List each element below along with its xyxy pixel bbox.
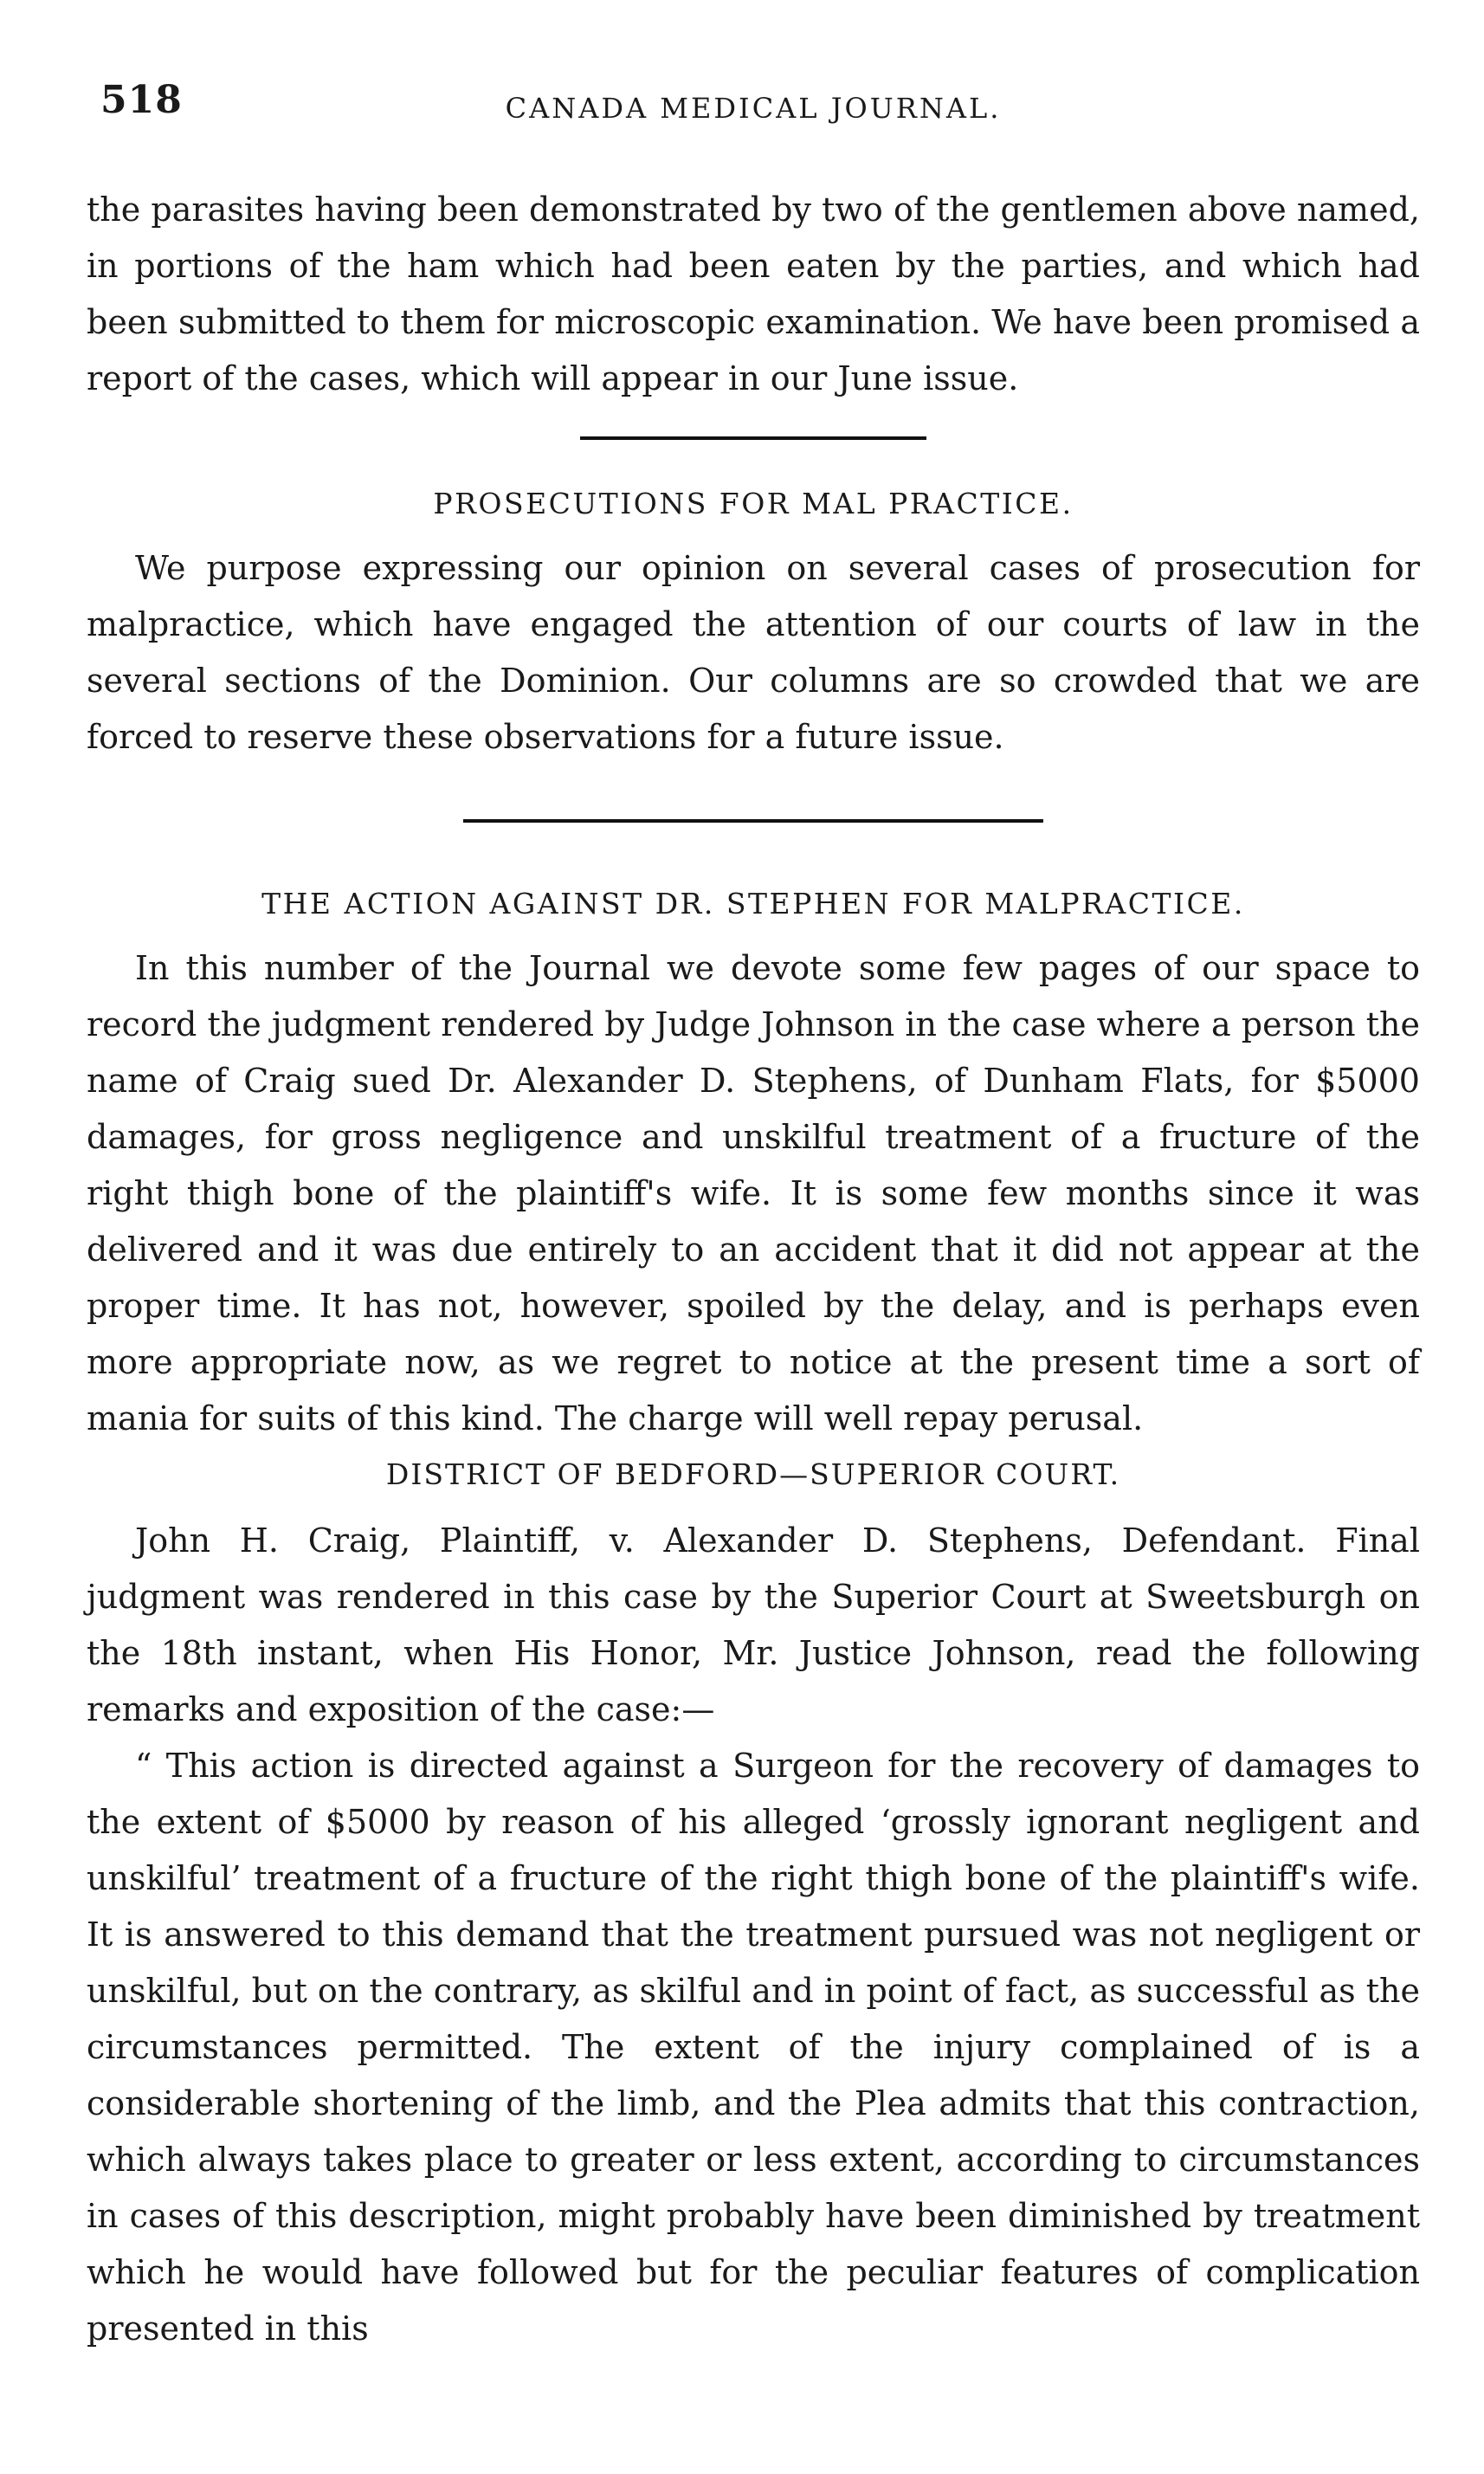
intro-paragraph: the parasites having been demonstrated by two of the gentlemen above named, in portions of the ham which had been eaten by the parties, and which had been submitted to them for microscopic examination. We have been promised a report of the cases, which will appear in our June issue.: [87, 191, 1420, 397]
court-heading: DISTRICT OF BEDFORD—SUPERIOR COURT.: [385, 1457, 1121, 1491]
journal-page: [87, 78, 1420, 2357]
page-number: 518: [100, 78, 183, 122]
section-divider: [463, 819, 1043, 823]
journal-title: CANADA MEDICAL JOURNAL.: [505, 92, 1002, 125]
quote-paragraph: “ This action is directed against a Surgeon for the recovery of damages to the extent of $5000 by reason of his alleged ‘grossly ignorant negligent and unskilful’ treatment of a fructure of the right thigh bone of the plaintiff's wife. It is answered to this demand that the treatment pursued was not negligent or unskilful, but on the contrary, as skilful and in point of fact, as successful as the circumstances permitted. The extent of the injury complained of is a considerable shortening of the limb, and the Plea admits that this contraction, which always takes place to greater or less extent, according to circumstances in cases of this description, might probably have been diminished by treatment which he would have followed but for the peculiar features of complication presented in this: [87, 1747, 1420, 2348]
prosecutions-heading: PROSECUTIONS FOR MAL PRACTICE.: [433, 487, 1074, 520]
craig-paragraph: John H. Craig, Plaintiff, v. Alexander D. Stephens, Defendant. Final judgment was rendered in this case by the Superior Court at Sweetsburgh on the 18th instant, when His Honor, Mr. Justice Johnson, read the following remarks and exposition of the case:—: [87, 1521, 1420, 1728]
prosecutions-paragraph: We purpose expressing our opinion on several cases of prosecution for malpractice, which have engaged the attention of our courts of law in the several sections of the Dominion. Our columns are so crowded that we are forced to reserve these observations for a future issue.: [87, 549, 1420, 756]
running-head: [87, 78, 1420, 139]
section-divider: [580, 436, 926, 440]
action-paragraph: In this number of the Journal we devote some few pages of our space to record the judgment rendered by Judge Johnson in the case where a person the name of Craig sued Dr. Alexander D. Stephens, of Dunham Flats, for $5000 damages, for gross negligence and unskilful treatment of a fructure of the right thigh bone of the plaintiff's wife. It is some few months since it was delivered and it was due entirely to an accident that it did not appear at the proper time. It has not, however, spoiled by the delay, and is perhaps even more appropriate now, as we regret to notice at the present time a sort of mania for suits of this kind. The charge will well repay perusal.: [87, 949, 1420, 1437]
action-heading: THE ACTION AGAINST DR. STEPHEN FOR MALPRACTICE.: [261, 887, 1245, 920]
